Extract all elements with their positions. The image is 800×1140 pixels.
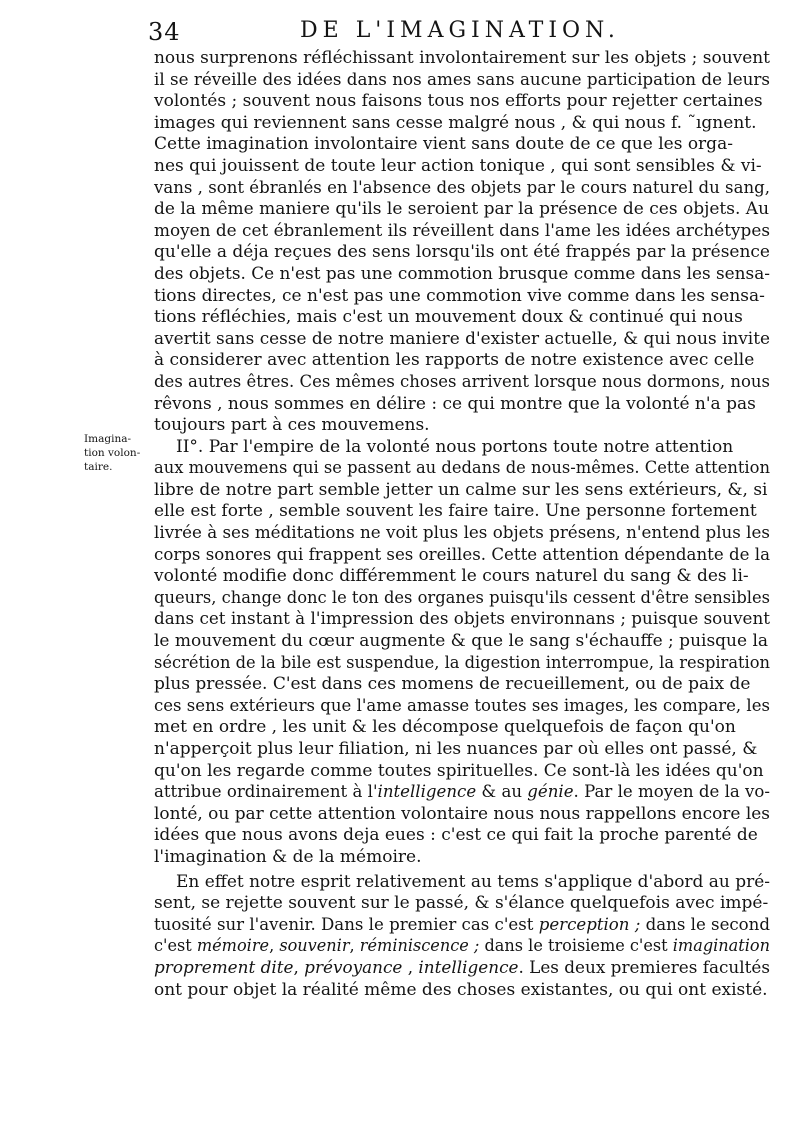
text-line (154, 394, 770, 416)
text-segment: des objets. Ce n'est pas une commotion brusque comme dans les sensa- (154, 263, 770, 284)
text-line (154, 134, 770, 156)
text-line (154, 893, 770, 915)
text-line (154, 782, 770, 804)
italic-text-segment: mémoire (196, 936, 270, 957)
text-line (154, 872, 770, 894)
text-line (154, 48, 770, 70)
text-segment: qu'elle a déja reçues des sens lorsqu'ils ont été frappés par la présence (154, 242, 770, 263)
text-segment: volontés ; souvent nous faisons tous nos efforts pour rejetter certaines (154, 91, 763, 112)
text-line (154, 825, 770, 847)
italic-text-segment: génie (527, 782, 574, 803)
text-line (154, 804, 770, 826)
text-line (154, 696, 770, 718)
text-line (154, 631, 770, 653)
text-segment: dans le second (640, 914, 770, 935)
text-segment: Cette imagination involontaire vient sans doute de ce que les orga- (154, 134, 733, 155)
text-segment: attribue ordinairement à l' (154, 782, 378, 803)
text-segment: moyen de cet ébranlement ils réveillent dans l'ame les idées archétypes (154, 220, 770, 241)
text-segment: , (402, 957, 419, 978)
text-line (154, 458, 770, 480)
text-segment: toujours part à ces mouvemens. (154, 415, 430, 436)
text-segment: lonté, ou par cette attention volontaire nous nous rappellons encore les (154, 803, 770, 824)
italic-text-segment: proprement dite (154, 957, 294, 978)
text-line (154, 307, 770, 329)
text-segment: il se réveille des idées dans nos ames sans aucune participation de leurs (154, 69, 770, 90)
text-segment: n'apperçoit plus leur filiation, ni les nuances par où elles ont passé, & (154, 739, 758, 759)
text-line (154, 588, 770, 610)
text-line (154, 286, 770, 308)
text-line (154, 980, 770, 1002)
text-line (154, 915, 770, 937)
text-segment: aux mouvemens qui se passent au dedans de nous-mêmes. Cette attention (154, 458, 770, 479)
italic-text-segment: prévoyance (304, 957, 403, 978)
italic-text-segment: intelligence (418, 957, 519, 978)
text-line (154, 609, 770, 631)
italic-text-segment: souvenir (279, 936, 350, 957)
text-line (154, 91, 770, 113)
text-segment: avertit sans cesse de notre maniere d'exister actuelle, & qui nous invite (154, 328, 770, 349)
body-text (154, 48, 770, 1001)
page-number: 34 (148, 18, 181, 46)
text-line (154, 501, 770, 523)
running-title: DE L'IMAGINATION. (300, 18, 620, 43)
text-segment: le mouvement du cœur augmente & que le sang s'échauffe ; puisque la (154, 631, 769, 652)
text-segment: à considerer avec attention les rapports de notre existence avec celle (154, 350, 755, 371)
text-segment: , (349, 936, 360, 957)
text-segment: qu'on les regarde comme toutes spirituelles. Ce sont-là les idées qu'on (154, 760, 764, 781)
text-segment: sent, se rejette souvent sur le passé, & s'élance quelquefois avec impé- (154, 893, 769, 914)
text-segment: libre de notre part semble jetter un calme sur les sens extérieurs, &, si (154, 479, 768, 500)
text-segment: tuosité sur l'avenir. Dans le premier cas c'est (154, 914, 539, 935)
text-segment: ont pour objet la réalité même des choses existantes, ou qui ont existé. (154, 979, 768, 1000)
text-segment: II°. Par l'empire de la volonté nous portons toute notre attention (176, 436, 734, 457)
text-segment: . Par le moyen de la vo- (573, 782, 770, 803)
text-segment: tions réfléchies, mais c'est un mouvement doux & continué qui nous (154, 307, 743, 328)
text-line (154, 350, 770, 372)
text-segment: elle est forte , semble souvent les faire taire. Une personne fortement (154, 501, 757, 522)
text-line (154, 480, 770, 502)
text-segment: plus pressée. C'est dans ces momens de recueillement, ou de paix de (154, 674, 751, 695)
text-line (154, 70, 770, 92)
italic-text-segment: réminiscence ; (359, 936, 480, 957)
text-line (154, 156, 770, 178)
text-segment: sécrétion de la bile est suspendue, la digestion interrompue, la respiration (154, 652, 770, 673)
text-segment: idées que nous avons deja eues : c'est ce qui fait la proche parenté de (154, 825, 758, 846)
text-segment: l'imagination & de la mémoire. (154, 846, 422, 867)
text-segment: ces sens extérieurs que l'ame amasse toutes ses images, les compare, les (154, 695, 770, 716)
text-segment: vans , sont ébranlés en l'absence des objets par le cours naturel du sang, (154, 177, 770, 198)
text-line (154, 113, 770, 135)
text-segment: images qui reviennent sans cesse malgré nous , & qui nous f. ˜ıgnent. (154, 112, 757, 133)
text-segment: des autres êtres. Ces mêmes choses arrivent lorsque nous dormons, nous (154, 371, 770, 392)
italic-text-segment: imagination (672, 936, 770, 957)
text-line (154, 717, 770, 739)
text-line (154, 264, 770, 286)
text-line (154, 372, 770, 394)
text-line (154, 178, 770, 200)
text-line (154, 242, 770, 264)
text-line (154, 653, 770, 675)
italic-text-segment: intelligence (377, 782, 477, 803)
text-segment: dans cet instant à l'impression des objets environnans ; puisque souvent (154, 609, 770, 630)
page-header (148, 16, 628, 48)
text-segment: , (269, 936, 280, 957)
text-segment: & au (476, 782, 528, 803)
text-segment: dans le troisieme c'est (479, 936, 673, 957)
text-line (154, 415, 770, 437)
text-line (154, 674, 770, 696)
text-line (154, 958, 770, 980)
text-segment: c'est (154, 936, 197, 957)
text-segment: corps sonores qui frappent ses oreilles. Cette attention dépendante de la (154, 544, 770, 565)
text-segment: , (293, 957, 305, 978)
text-segment: queurs, change donc le ton des organes puisqu'ils cessent d'être sensibles (154, 587, 770, 608)
italic-text-segment: perception ; (538, 914, 641, 935)
text-segment: nes qui jouissent de toute leur action tonique , qui sont sensibles & vi- (154, 155, 762, 176)
text-line (154, 221, 770, 243)
text-segment: tions directes, ce n'est pas une commotion vive comme dans les sensa- (154, 285, 765, 306)
text-line (154, 545, 770, 567)
text-line (154, 523, 770, 545)
text-segment: rêvons , nous sommes en délire : ce qui montre que la volonté n'a pas (154, 393, 756, 414)
margin-note: Imagina- tion volon- taire. (84, 433, 141, 473)
text-segment: . Les deux premieres facultés (518, 957, 770, 978)
text-segment: volonté modifie donc différemment le cours naturel du sang & des li- (154, 566, 749, 587)
text-segment: met en ordre , les unit & les décompose quelquefois de façon qu'on (154, 717, 736, 738)
text-line (154, 936, 770, 958)
text-line (154, 761, 770, 783)
text-segment: de la même maniere qu'ils le seroient par la présence de ces objets. Au (154, 199, 770, 220)
text-segment: En effet notre esprit relativement au tems s'applique d'abord au pré- (176, 871, 770, 892)
text-line (154, 437, 770, 459)
text-line (154, 329, 770, 351)
text-segment: livrée à ses méditations ne voit plus les objets présens, n'entend plus les (154, 523, 770, 544)
text-line (154, 199, 770, 221)
text-segment: nous surprenons réfléchissant involontairement sur les objets ; souvent (154, 48, 770, 68)
text-line (154, 739, 770, 761)
text-line (154, 847, 770, 869)
text-line (154, 566, 770, 588)
